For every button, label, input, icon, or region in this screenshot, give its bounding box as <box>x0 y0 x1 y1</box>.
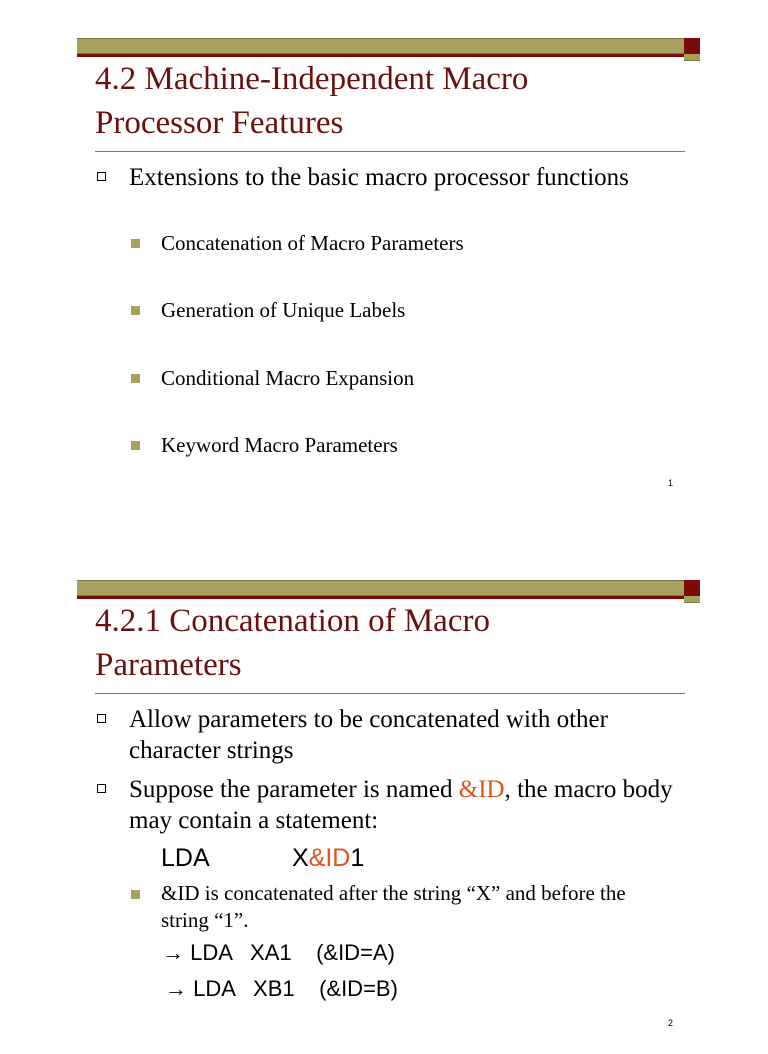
sub-bullet-text: Conditional Macro Expansion <box>161 366 415 390</box>
bullet-item <box>97 774 677 836</box>
slide-title <box>95 599 695 687</box>
bullet-item <box>97 162 677 193</box>
slide-title <box>95 57 695 145</box>
sub-bullet-item <box>131 296 651 324</box>
olive-square-bullet-icon <box>131 306 140 315</box>
bullet-text: Allow parameters to be concatenated with other character strings <box>129 706 608 764</box>
page-number: 2 <box>668 1018 674 1028</box>
code-opcode: LDA <box>161 844 210 872</box>
hollow-square-bullet-icon <box>97 784 106 793</box>
header-band-red-square <box>684 580 700 596</box>
parameter-highlight: &ID <box>458 776 505 803</box>
title-line-1: 4.2.1 Concatenation of Macro <box>95 603 490 639</box>
sub-bullet-text: Concatenation of Macro Parameters <box>161 231 464 255</box>
bullet-text: Extensions to the basic macro processor functions <box>129 164 629 191</box>
expansion-example-b: → LDA XB1 (&ID=B) <box>165 976 398 1001</box>
olive-square-bullet-icon <box>131 441 140 450</box>
header-band-olive <box>77 38 684 54</box>
slide-2 <box>0 542 768 1054</box>
title-line-2: Parameters <box>95 647 242 683</box>
title-line-2: Processor Features <box>95 105 344 141</box>
sub-bullet-item <box>131 431 651 459</box>
header-band-olive <box>77 580 684 596</box>
sub-bullet-item <box>131 364 651 392</box>
olive-square-bullet-icon <box>131 239 140 248</box>
header-band-red-square <box>684 38 700 54</box>
sub-bullet-text: &ID is concatenated after the string “X” and before the string “1”. <box>161 881 626 932</box>
sub-bullet-text: Generation of Unique Labels <box>161 298 406 322</box>
sub-bullet-item <box>131 880 651 934</box>
hollow-square-bullet-icon <box>97 714 106 723</box>
title-rule <box>95 151 685 152</box>
code-operand-x: X <box>292 844 309 872</box>
sub-bullet-text: Keyword Macro Parameters <box>161 433 398 457</box>
hollow-square-bullet-icon <box>97 172 106 181</box>
sub-bullet-item <box>131 229 651 257</box>
slide-1 <box>0 0 768 512</box>
bullet-item <box>97 704 677 766</box>
bullet-text <box>129 774 677 836</box>
olive-square-bullet-icon <box>131 374 140 383</box>
code-operand-param: &ID <box>308 844 351 872</box>
title-line-1: 4.2 Machine-Independent Macro <box>95 61 529 97</box>
olive-square-bullet-icon <box>131 890 140 899</box>
bullet-text-suffix: , the macro body may contain a statement: <box>129 776 673 834</box>
code-operand <box>292 844 364 873</box>
bullet-text-prefix: Suppose the parameter is named <box>129 776 459 803</box>
page-number: 1 <box>668 478 674 488</box>
code-operand-one: 1 <box>350 844 365 872</box>
expansion-example-a: → LDA XA1 (&ID=A) <box>162 940 395 965</box>
title-rule <box>95 693 685 694</box>
